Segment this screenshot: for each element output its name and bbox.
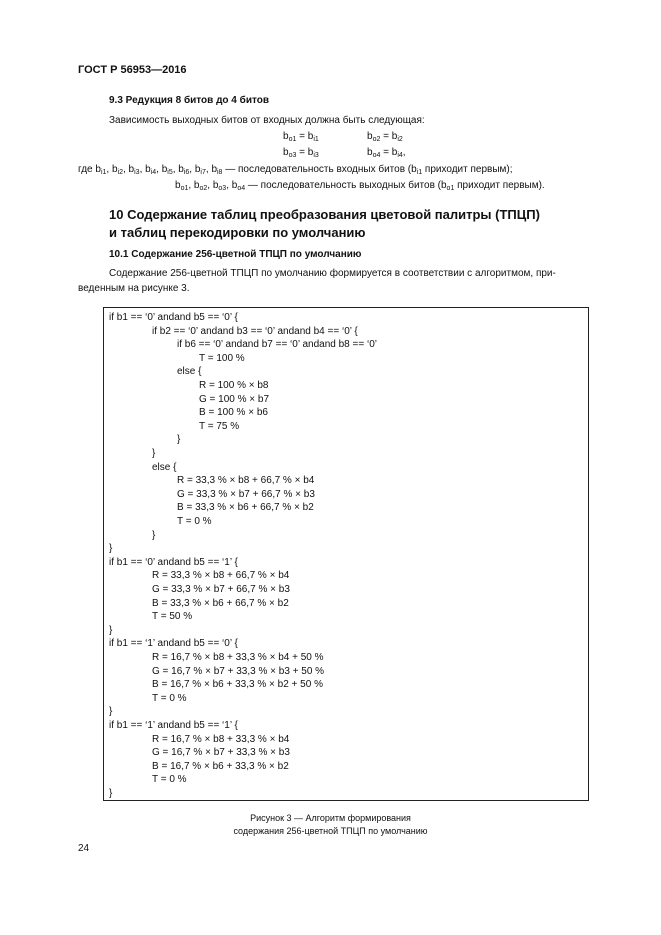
code-line: T = 75 % — [199, 420, 240, 432]
code-line: if b1 == ‘1’ andand b5 == ‘1’ { — [109, 720, 238, 731]
code-line: else { — [177, 366, 202, 378]
code-line: R = 16,7 % × b8 + 33,3 % × b4 — [152, 733, 290, 745]
equation-bo2: $b_{o2} = b_{i2}$ — [367, 131, 403, 143]
code-line: } — [177, 434, 181, 446]
code-line: B = 33,3 % × b6 + 66,7 % × b2 — [152, 597, 289, 609]
code-line: T = 100 % — [199, 352, 245, 364]
bit-symbol: b — [231, 180, 238, 191]
bit-index: i8 — [217, 169, 223, 176]
bit-index: o3 — [218, 185, 227, 192]
code-line: } — [152, 529, 156, 541]
bit-index: i5 — [167, 169, 173, 176]
code-line: R = 33,3 % × b8 + 66,7 % × b4 — [177, 475, 315, 487]
bit-index: i6 — [183, 169, 190, 176]
bit-symbol: b — [212, 180, 219, 191]
code-line: G = 33,3 % × b7 + 66,7 % × b3 — [152, 584, 290, 595]
bit-symbol: b — [128, 164, 135, 175]
bit-symbol: b — [161, 164, 168, 175]
bit-index: i7 — [200, 169, 206, 176]
bit-index: o4 — [237, 185, 246, 192]
bit-symbol: b — [145, 164, 151, 175]
bit-symbol: b — [178, 164, 184, 175]
code-line: } — [152, 448, 156, 459]
section-10-1-title: 10.1 Содержание 256-цветной ТПЦП по умолчанию — [109, 249, 362, 260]
code-line: B = 100 % × b6 — [199, 407, 268, 419]
code-line: if b1 == ‘0’ andand b5 == ‘0’ { — [109, 312, 238, 323]
code-line: if b6 == ‘0’ andand b7 == ‘0’ andand b8 == ‘0’ — [177, 339, 377, 351]
figure-caption-line1: Рисунок 3 — Алгоритм формирования — [250, 813, 411, 823]
section-10-title-line1: 10 Содержание таблиц преобразования цветовой палитры (ТПЦП) — [109, 207, 540, 222]
section-9-3-title: 9.3 Редукция 8 битов до 4 битов — [109, 95, 269, 106]
code-line: G = 100 % × b7 — [199, 393, 270, 405]
bit-index: o1 — [180, 185, 189, 192]
input-bit-sequence: $b_{i1}$, $b_{i2}$, $b_{i3}$, $b_{i4}$, $b_{i5}$, $b_{i6}$, $b_{i7}$, $b_{i8}$ — [95, 164, 223, 176]
code-line: } — [109, 543, 113, 555]
output-bit-sequence: $b_{o1}$, $b_{o2}$, $b_{o3}$, $b_{o4}$ — [175, 180, 246, 192]
code-line: G = 16,7 % × b7 + 33,3 % × b3 — [152, 747, 290, 759]
bit-symbol: b — [193, 180, 200, 191]
code-line: B = 16,7 % × b6 + 33,3 % × b2 — [152, 760, 289, 772]
section-10-1-para-line2: веденным на рисунке 3. — [78, 283, 190, 294]
code-line: R = 33,3 % × b8 + 66,7 % × b4 — [152, 570, 290, 582]
output-bits-definition: $b_{o1}$, $b_{o2}$, $b_{o3}$, $b_{o4}$ — последовательность выходных битов ($b_{o1}$ приходит первым). — [175, 180, 545, 192]
equation-bo1: $b_{o1} = b_{i1}$ — [283, 131, 319, 143]
code-line: } — [109, 706, 113, 718]
code-line: G = 16,7 % × b7 + 33,3 % × b3 + 50 % — [152, 665, 325, 677]
bit-index: i4 — [150, 169, 157, 176]
code-line: else { — [152, 461, 177, 473]
equation-bo3: $b_{o3} = b_{i3}$ — [283, 147, 319, 159]
bit-symbol: b — [111, 164, 118, 175]
bit-index: i2 — [117, 169, 123, 176]
equation-bo4: $b_{o4} = b_{i4}$, — [367, 147, 406, 159]
section-10-1-para-line1: Содержание 256-цветной ТПЦП по умолчанию формируется в соответствии с алгоритмом, при- — [109, 268, 556, 279]
code-line: R = 16,7 % × b8 + 33,3 % × b4 + 50 % — [152, 652, 324, 663]
code-line: } — [109, 624, 113, 636]
code-line: T = 0 % — [152, 774, 187, 786]
page-number: 24 — [78, 843, 90, 854]
code-line: if b2 == ‘0’ andand b3 == ‘0’ andand b4 == ‘0’ { — [152, 325, 358, 337]
code-line: T = 50 % — [152, 611, 193, 623]
code-line: B = 16,7 % × b6 + 33,3 % × b2 + 50 % — [152, 679, 323, 691]
bit-symbol: b — [194, 164, 201, 175]
code-line: } — [109, 788, 113, 799]
algorithm-figure-box — [103, 307, 589, 801]
bit-symbol: b — [95, 164, 101, 175]
section-9-3-intro: Зависимость выходных битов от входных должна быть следующая: — [109, 115, 425, 126]
code-line: T = 0 % — [152, 692, 187, 704]
code-line: B = 33,3 % × b6 + 66,7 % × b2 — [177, 502, 314, 514]
document-header: ГОСТ Р 56953—2016 — [78, 64, 187, 76]
bit-index: i3 — [134, 169, 140, 176]
code-line: if b1 == ‘1’ andand b5 == ‘0’ { — [109, 638, 238, 650]
code-line: G = 33,3 % × b7 + 66,7 % × b3 — [177, 488, 315, 500]
code-line: if b1 == ‘0’ andand b5 == ‘1’ { — [109, 556, 238, 568]
input-bits-definition: где $b_{i1}$, $b_{i2}$, $b_{i3}$, $b_{i4}$, $b_{i5}$, $b_{i6}$, $b_{i7}$, $b_{i8}$ — последовательность входных битов ($b_{i1}$ приходит первым); — [78, 164, 513, 176]
bit-symbol: b — [211, 164, 217, 175]
code-line: T = 0 % — [177, 516, 212, 527]
bit-symbol: b — [175, 180, 181, 191]
section-10-title-line2: и таблиц перекодировки по умолчанию — [109, 225, 366, 240]
bit-index: o2 — [199, 185, 208, 192]
code-line: R = 100 % × b8 — [199, 380, 269, 391]
figure-caption-line2: содержания 256-цветной ТПЦП по умолчанию — [233, 826, 428, 836]
bit-index: i1 — [100, 169, 107, 176]
